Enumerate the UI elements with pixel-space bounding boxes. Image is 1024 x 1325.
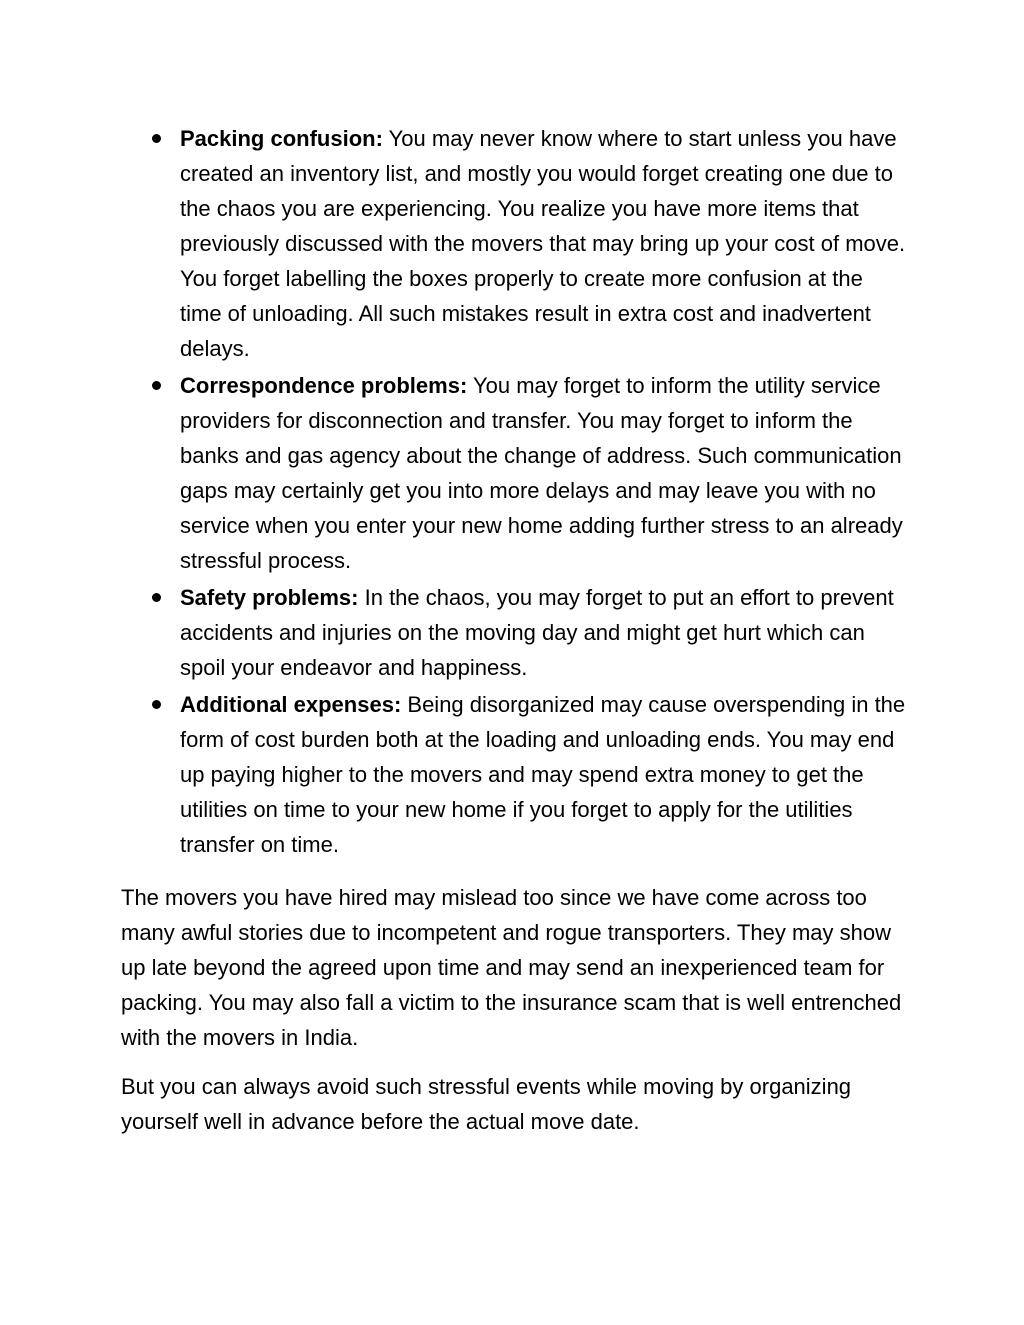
bullet-text: You may never know where to start unless you have created an inventory list, and mostly you would forget creating one due to the chaos you are experiencing. You realize you have more items that previously discussed with the movers that may bring up your cost of move. You forget labelling the boxes properly to create more confusion at the time of unloading. All such mistakes result in extra cost and inadvertent delays. — [180, 126, 906, 361]
bullet-text: You may forget to inform the utility service providers for disconnection and transfer. You may forget to inform the banks and gas agency about the change of address. Such communication gaps may certainly get you into more delays and may leave you with no service when you enter your new home adding further stress to an already stressful process. — [180, 373, 903, 573]
bullet-title: Packing confusion: — [180, 126, 383, 151]
bullet-dot-icon — [152, 381, 161, 390]
body-paragraphs — [121, 880, 911, 1153]
bullet-title: Additional expenses: — [180, 692, 402, 717]
bullet-dot-icon — [152, 134, 161, 143]
bullet-dot-icon — [152, 700, 161, 709]
bullet-dot-icon — [152, 593, 161, 602]
bullet-item-correspondence-problems — [180, 368, 910, 578]
paragraph-movers-mislead: The movers you have hired may mislead too since we have come across too many awful stories due to incompetent and rogue transporters. They may show up late beyond the agreed upon time and may send an inexperienced team for packing. You may also fall a victim to the insurance scam that is well entrenched with the movers in India. — [121, 885, 902, 1050]
paragraph-avoid-stress: But you can always avoid such stressful events while moving by organizing yourself well in advance before the actual move date. — [121, 1074, 852, 1134]
bullet-item-packing-confusion — [180, 121, 910, 366]
bullet-item-additional-expenses — [180, 687, 910, 862]
bullet-title: Correspondence problems: — [180, 373, 468, 398]
bullet-text: Being disorganized may cause overspending in the form of cost burden both at the loading and unloading ends. You may end up paying higher to the movers and may spend extra money to get the utilities on time to your new home if you forget to apply for the utilities transfer on time. — [180, 692, 906, 857]
bullet-item-safety-problems — [180, 580, 910, 685]
bullet-title: Safety problems: — [180, 585, 359, 610]
bullet-list — [180, 121, 910, 864]
bullet-text: In the chaos, you may forget to put an effort to prevent accidents and injuries on the moving day and might get hurt which can spoil your endeavor and happiness. — [180, 585, 894, 680]
